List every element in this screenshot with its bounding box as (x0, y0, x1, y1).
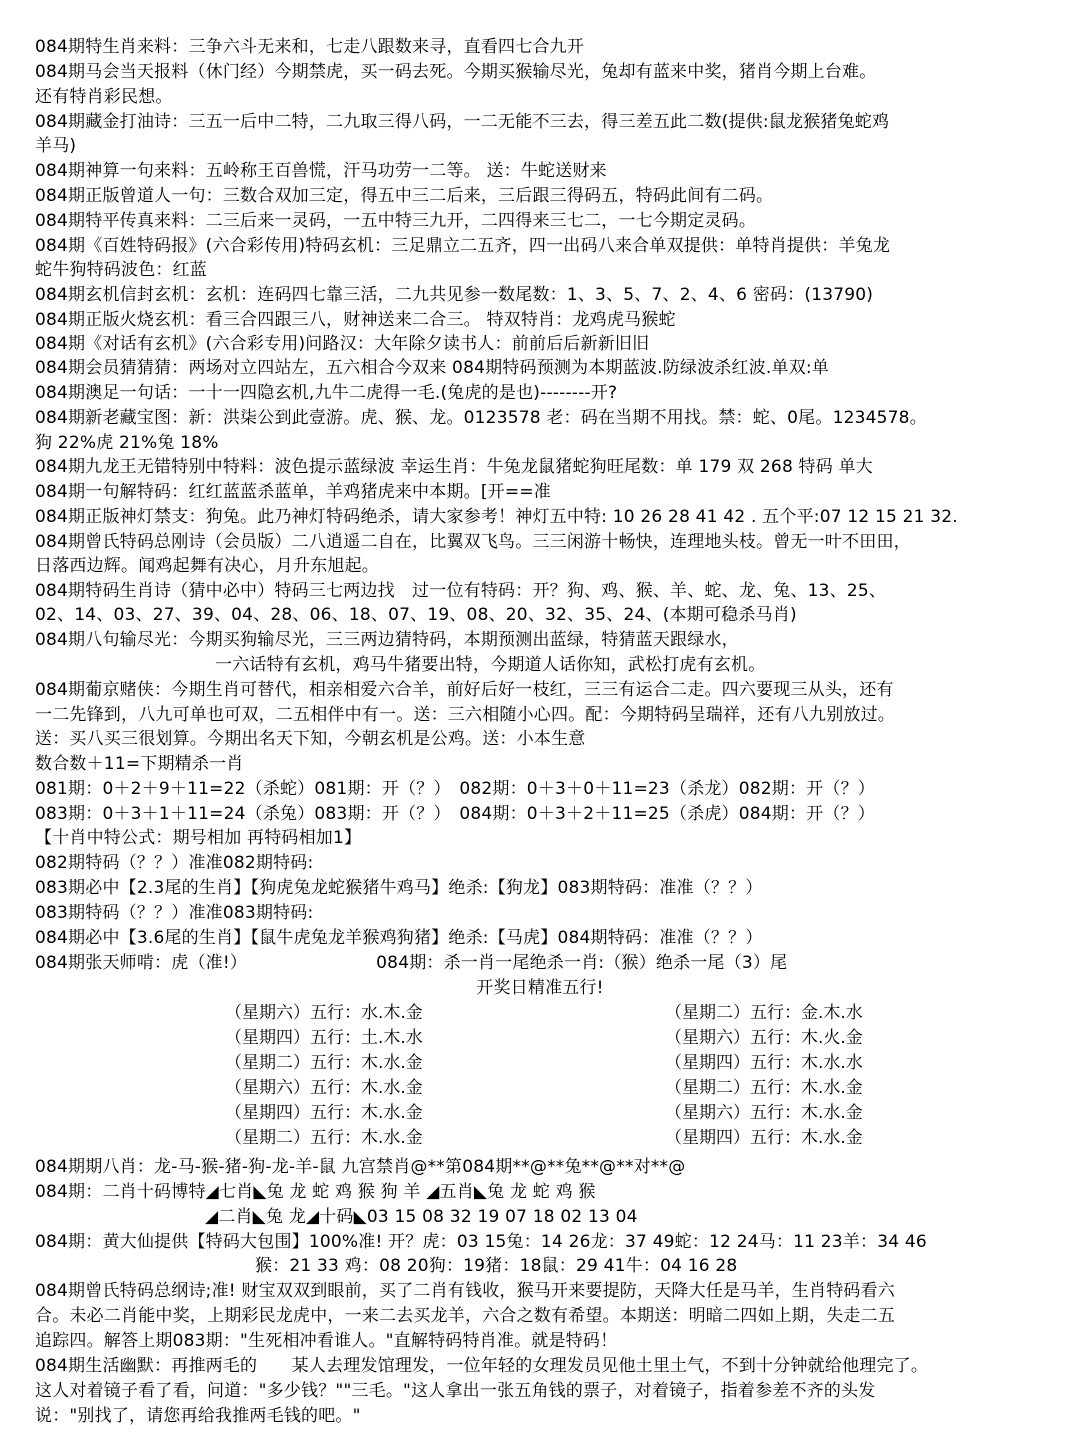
section-heading: 开奖日精准五行! (476, 978, 604, 998)
wuxing-left-cell: （星期二）五行：木.水.金 (225, 1128, 423, 1148)
text-line: 084期八句输尽光：今期买狗输尽光，三三两边猜特码，本期预测出蓝绿，特猜蓝天跟绿水， (35, 630, 739, 650)
text-line: 084期特平传真来料：二三后来一灵码，一五中特三九开，二四得来三七二，一七今期定灵码。 (35, 211, 757, 231)
text-line: 084期玄机信封玄机：玄机：连码四七靠三活，二九共见参一数尾数：1、3、5、7、2、4、6 密码：(13790) (35, 285, 874, 305)
text-line: 送：买八买三很划算。今期出名天下知，今朝玄机是公鸡。送：小本生意 (35, 729, 586, 749)
text-line: 02、14、03、27、39、04、28、06、18、07、19、08、20、32、35、24、(本期可稳杀马肖) (35, 605, 797, 625)
text-line: 084期特码生肖诗（猜中必中）特码三七两边找 过一位有特码：开？狗、鸡、猴、羊、蛇、龙、兔、13、25、 (35, 581, 887, 601)
wuxing-left-cell: （星期六）五行：木.水.金 (225, 1078, 423, 1098)
text-line: 084期马会当天报料（休门经）今期禁虎，买一码去死。今期买猴输尽光，兔却有蓝来中奖，猪肖今期上台难。 (35, 62, 877, 82)
text-line: 一二先锋到，八九可单也可双，二五相伴中有一。送：三六相随小心四。配：今期特码呈瑞祥，还有八九别放过。 (35, 705, 895, 725)
wuxing-right-cell: （星期四）五行：木.水.金 (665, 1128, 863, 1148)
wuxing-right-cell: （星期二）五行：木.水.金 (665, 1078, 863, 1098)
text-line: 追踪四。解答上期083期："生死相冲看谁人。"直解特码特肖准。就是特码！ (35, 1331, 618, 1351)
text-line: 084期正版曾道人一句：三数合双加三定，得五中三二后来，三后跟三得码五，特码此间有二码。 (35, 186, 774, 206)
text-line: 084期曾氏特码总纲诗;准! 财宝双双到眼前，买了二肖有钱收，猴马开来要提防，天降大任是马羊，生肖特码看六 (35, 1281, 895, 1301)
wuxing-right-cell: （星期六）五行：木.火.金 (665, 1028, 863, 1048)
text-line: 数合数＋11=下期精杀一肖 (35, 754, 244, 774)
wuxing-right-cell: （星期二）五行：金.木.水 (665, 1003, 863, 1023)
wuxing-left-cell: （星期六）五行：水.木.金 (225, 1003, 423, 1023)
text-line: 084期藏金打油诗：三五一后中二特，二九取三得八码，一二无能不三去，得三差五此二数(提供:鼠龙猴猪兔蛇鸡 (35, 112, 890, 132)
wuxing-left-cell: （星期四）五行：土.木.水 (225, 1028, 423, 1048)
text-line: 084期正版火烧玄机：看三合四跟三八，财神送来二合三。 特双特肖：龙鸡虎马猴蛇 (35, 310, 676, 330)
text-line: 084期九龙王无错特别中特料：波色提示蓝绿波 幸运生肖：牛兔龙鼠猪蛇狗旺尾数：单 179 双 268 特码 单大 (35, 457, 873, 477)
text-line: 081期：0＋2＋9＋11=22（杀蛇）081期：开（？） 082期：0＋3＋0＋11=23（杀龙）082期：开（？） (35, 779, 876, 799)
text-line: 083期必中【2.3尾的生肖】【狗虎兔龙蛇猴猪牛鸡马】绝杀:【狗龙】083期特码：准准（？？） (35, 878, 763, 898)
text-line: 084期生活幽默：再推两毛的 某人去理发馆理发，一位年轻的女理发员见他土里土气，不到十分钟就给他理完了。 (35, 1356, 929, 1376)
text-line: 羊马) (35, 136, 77, 156)
text-line: 猴：21 33 鸡：08 20狗：19猪：18鼠：29 41牛：04 16 28 (255, 1256, 738, 1276)
text-line: 084期正版神灯禁支：狗兔。此乃神灯特码绝杀，请大家参考！神灯五中特: 10 26 28 41 42 . 五个平:07 12 15 21 32. (35, 507, 958, 527)
text-line: 蛇牛狗特码波色：红蓝 (35, 260, 207, 280)
wuxing-right-cell: （星期四）五行：木.水.水 (665, 1053, 863, 1073)
text-line: 084期一句解特码：红红蓝蓝杀蓝单，羊鸡猪虎来中本期。[开==准 (35, 482, 551, 502)
text-line: 084期《对话有玄机》(六合彩专用)问路汉：大年除夕读书人：前前后后新新旧旧 (35, 334, 650, 354)
text-line: 084期必中【3.6尾的生肖】【鼠牛虎兔龙羊猴鸡狗猪】绝杀:【马虎】084期特码：准准（？？） (35, 928, 763, 948)
text-line: 082期特码（？？）准准082期特码: (35, 853, 314, 873)
text-line: 084期特生肖来料：三争六斗无来和，七走八跟数来寻，直看四七合九开 (35, 37, 585, 57)
text-line: 一六话特有玄机，鸡马牛猪要出特，今期道人话你知，武松打虎有玄机。 (215, 655, 766, 675)
text-line: 084期神算一句来料：五岭称王百兽慌，汗马功劳一二等。 送：牛蛇送财来 (35, 161, 607, 181)
wuxing-left-cell: （星期二）五行：木.水.金 (225, 1053, 423, 1073)
text-line: 日落西边辉。闻鸡起舞有决心，月升东旭起。 (35, 556, 379, 576)
text-line: 【十肖中特公式：期号相加 再特码相加1】 (35, 828, 362, 848)
text-line: 084期新老藏宝图：新：洪柒公到此壹游。虎、猴、龙。0123578 老：码在当期不用找。禁：蛇、0尾。1234578。 (35, 408, 927, 428)
text-line: 这人对着镜子看了看，问道："多少钱？""三毛。"这人拿出一张五角钱的票子，对着镜子，指着参差不齐的头发 (35, 1381, 876, 1401)
wuxing-left-cell: （星期四）五行：木.水.金 (225, 1103, 423, 1123)
text-line: 狗 22%虎 21%兔 18% (35, 433, 219, 453)
text-line: 084期曾氏特码总刚诗（会员版）二八逍遥二自在，比翼双飞鸟。三三闲游十畅快，连理地头枝。曾无一叶不田田， (35, 532, 911, 552)
text-line: ◢二肖◣兔 龙◢十码◣03 15 08 32 19 07 18 02 13 04 (205, 1207, 638, 1227)
text-line: 084期张天师啃：虎（准!） 084期：杀一肖一尾绝杀一肖:（猴）绝杀一尾（3）尾 (35, 953, 788, 973)
text-line: 合。未必二肖能中奖，上期彩民龙虎中，一来二去买龙羊，六合之数有希望。本期送：明暗二四如上期，失走二五 (35, 1306, 895, 1326)
text-line: 084期澳足一句话：一十一四隐玄机,九牛二虎得一毛.(兔虎的是也)--------开? (35, 383, 618, 403)
text-line: 084期：二肖十码博特◢七肖◣兔 龙 蛇 鸡 猴 狗 羊 ◢五肖◣兔 龙 蛇 鸡 猴 (35, 1182, 596, 1202)
text-line: 084期葡京赌侠：今期生肖可替代，相亲相爱六合羊，前好后好一枝红，三三有运合二走。四六要现三从头，还有 (35, 680, 894, 700)
wuxing-right-cell: （星期六）五行：木.水.金 (665, 1103, 863, 1123)
text-line: 084期期八肖：龙-马-猴-猪-狗-龙-羊-鼠 九宫禁肖@**第084期**@**兔**@**对**@ (35, 1157, 686, 1177)
text-line: 084期会员猜猜猜：两场对立四站左，五六相合今双来 084期特码预测为本期蓝波.防绿波杀红波.单双:单 (35, 358, 830, 378)
text-line: 083期特码（？？）准准083期特码: (35, 903, 314, 923)
text-line: 还有特肖彩民想。 (35, 87, 173, 107)
text-line: 084期《百姓特码报》(六合彩传用)特码玄机：三足鼎立二五齐，四一出码八来合单双提供：单特肖提供：羊兔龙 (35, 236, 891, 256)
text-line: 084期：黄大仙提供【特码大包围】100%准! 开？虎：03 15兔：14 26龙：37 49蛇：12 24马：11 23羊：34 46 (35, 1232, 927, 1252)
text-line: 说："别找了，请您再给我推两毛钱的吧。" (35, 1406, 361, 1426)
text-line: 083期：0＋3＋1＋11=24（杀兔）083期：开（？） 084期：0＋3＋2＋11=25（杀虎）084期：开（？） (35, 804, 876, 824)
